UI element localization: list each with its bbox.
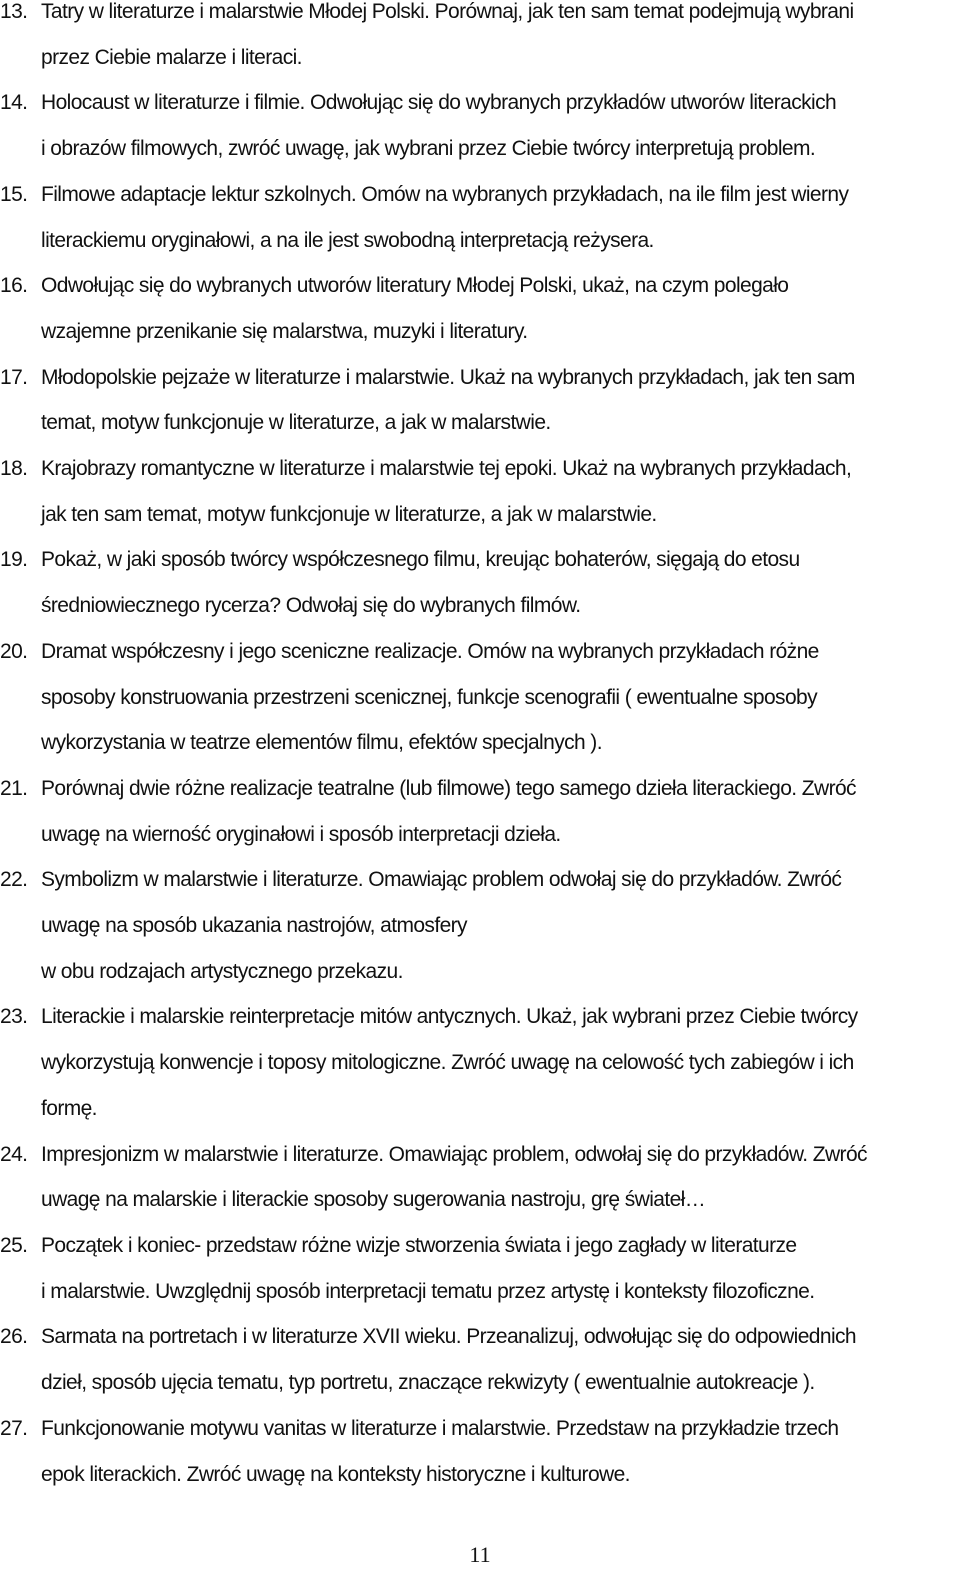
list-item	[0, 80, 960, 171]
item-text-line: Sarmata na portretach i w literaturze XVII wieku. Przeanalizuj, odwołując się do odpowiednich	[41, 1325, 856, 1349]
item-text-line: Funkcjonowanie motywu vanitas w literaturze i malarstwie. Przedstaw na przykładzie trzech	[41, 1416, 839, 1440]
item-number: 24.	[0, 1142, 28, 1166]
item-number: 19.	[0, 548, 28, 572]
item-text-line: sposoby konstruowania przestrzeni scenicznej, funkcje scenografii ( ewentualne sposoby	[41, 685, 818, 709]
item-text-line: Dramat współczesny i jego sceniczne realizacje. Omów na wybranych przykładach różne	[41, 639, 819, 663]
list-item	[0, 1223, 960, 1314]
item-text-line: literackiemu oryginałowi, a na ile jest swobodną interpretacją reżysera.	[41, 228, 654, 252]
item-text-line: uwagę na wierność oryginałowi i sposób interpretacji dzieła.	[41, 822, 561, 846]
list-item	[0, 766, 960, 857]
item-number: 17.	[0, 365, 28, 389]
item-number: 27.	[0, 1416, 28, 1440]
item-text-line: uwagę na malarskie i literackie sposoby sugerowania nastroju, grę świateł…	[41, 1188, 706, 1212]
list-item	[0, 994, 960, 1131]
item-text-line: temat, motyw funkcjonuje w literaturze, a jak w malarstwie.	[41, 411, 551, 435]
item-text-line: wykorzystują konwencje i toposy mitologiczne. Zwróć uwagę na celowość tych zabiegów i ich	[41, 1051, 854, 1075]
list-item	[0, 446, 960, 537]
item-text-line: dzieł, sposób ujęcia tematu, typ portretu, znaczące rekwizyty ( ewentualnie autokreacje ).	[41, 1371, 815, 1395]
item-text-line: średniowiecznego rycerza? Odwołaj się do wybranych filmów.	[41, 594, 581, 618]
item-text-line: Młodopolskie pejzaże w literaturze i malarstwie. Ukaż na wybranych przykładach, jak ten sam	[41, 365, 855, 389]
item-number: 23.	[0, 1005, 28, 1029]
item-text-line: wzajemne przenikanie się malarstwa, muzyki i literatury.	[41, 319, 528, 343]
item-text-line: Odwołując się do wybranych utworów literatury Młodej Polski, ukaż, na czym polegało	[41, 274, 789, 298]
item-text-line: Porównaj dwie różne realizacje teatralne (lub filmowe) tego samego dzieła literackiego. Zwróć	[41, 776, 856, 800]
item-text-line: epok literackich. Zwróć uwagę na konteksty historyczne i kulturowe.	[41, 1462, 630, 1486]
list-item	[0, 629, 960, 766]
item-text-line: przez Ciebie malarze i literaci.	[41, 45, 302, 69]
item-text-line: i malarstwie. Uwzględnij sposób interpretacji tematu przez artystę i konteksty filozoficzne.	[41, 1279, 815, 1303]
item-text-line: formę.	[41, 1096, 97, 1120]
item-number: 18.	[0, 457, 28, 481]
item-text-line: Holocaust w literaturze i filmie. Odwołując się do wybranych przykładów utworów literackich	[41, 91, 837, 115]
item-text-line: Pokaż, w jaki sposób twórcy współczesnego filmu, kreując bohaterów, sięgają do etosu	[41, 548, 800, 572]
page-number: 11	[469, 1542, 491, 1567]
item-text-line: w obu rodzajach artystycznego przekazu.	[41, 959, 403, 983]
item-text-line: Tatry w literaturze i malarstwie Młodej Polski. Porównaj, jak ten sam temat podejmują wybrani	[41, 0, 854, 23]
item-text-line: Literackie i malarskie reinterpretacje mitów antycznych. Ukaż, jak wybrani przez Ciebie twórcy	[41, 1005, 858, 1029]
list-item	[0, 857, 960, 994]
item-number: 20.	[0, 639, 28, 663]
list-item	[0, 355, 960, 446]
item-number: 16.	[0, 274, 28, 298]
item-text-line: jak ten sam temat, motyw funkcjonuje w literaturze, a jak w malarstwie.	[41, 502, 657, 526]
list-item	[0, 1132, 960, 1223]
item-text-line: uwagę na sposób ukazania nastrojów, atmosfery	[41, 914, 467, 938]
item-text-line: Krajobrazy romantyczne w literaturze i malarstwie tej epoki. Ukaż na wybranych przykładach,	[41, 457, 852, 481]
item-number: 21.	[0, 776, 28, 800]
list-item	[0, 0, 960, 80]
item-text-line: i obrazów filmowych, zwróć uwagę, jak wybrani przez Ciebie twórcy interpretują problem.	[41, 137, 816, 161]
item-number: 26.	[0, 1325, 28, 1349]
list-item	[0, 172, 960, 263]
item-number: 15.	[0, 182, 28, 206]
item-number: 22.	[0, 868, 28, 892]
list-item	[0, 537, 960, 628]
list-item	[0, 1406, 960, 1497]
list-item	[0, 263, 960, 354]
item-text-line: Filmowe adaptacje lektur szkolnych. Omów na wybranych przykładach, na ile film jest wierny	[41, 182, 849, 206]
item-number: 25.	[0, 1233, 28, 1257]
item-text-line: Impresjonizm w malarstwie i literaturze. Omawiając problem, odwołaj się do przykładów. Zwróć	[41, 1142, 867, 1166]
item-text-line: Symbolizm w malarstwie i literaturze. Omawiając problem odwołaj się do przykładów. Zwróć	[41, 868, 842, 892]
item-number: 13.	[0, 0, 28, 23]
item-number: 14.	[0, 91, 28, 115]
item-text-line: wykorzystania w teatrze elementów filmu, efektów specjalnych ).	[41, 731, 602, 755]
item-text-line: Początek i koniec- przedstaw różne wizje stworzenia świata i jego zagłady w literaturze	[41, 1233, 797, 1257]
list-item	[0, 1314, 960, 1405]
